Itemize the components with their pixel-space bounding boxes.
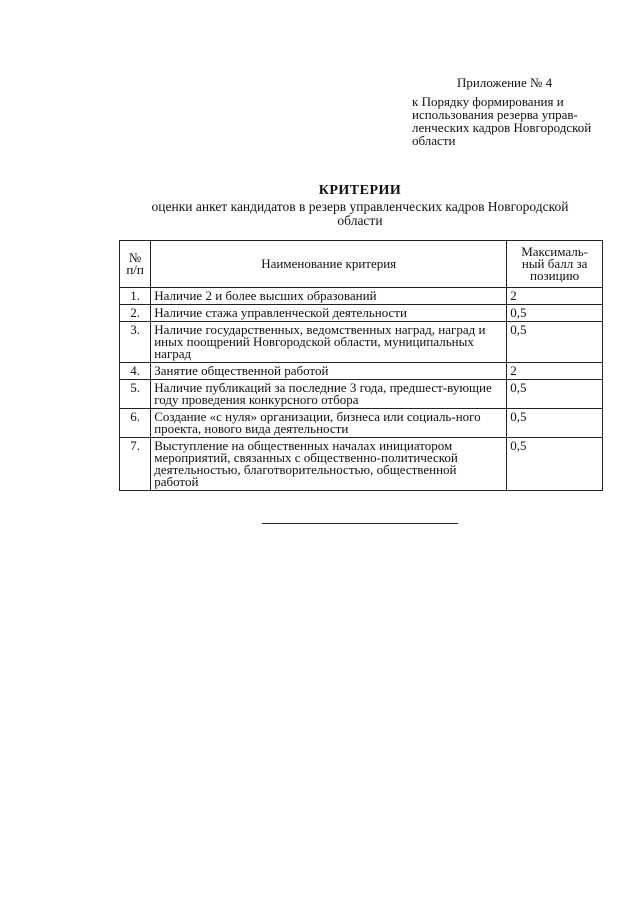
table-row	[120, 380, 603, 409]
appendix-text: к Порядку формирования и использования резерва управ-ленческих кадров Новгородской области	[412, 94, 592, 148]
table-header-row	[120, 241, 603, 288]
row-score: 0,5	[507, 438, 603, 491]
appendix-block	[412, 76, 612, 147]
row-name: Выступление на общественных началах инициатором мероприятий, связанных с общественно-политической деятельностью, благотворительностью, общественной работой	[151, 438, 507, 491]
header-num: № п/п	[120, 241, 151, 288]
header-score: Максималь-ный балл за позицию	[507, 241, 603, 288]
row-name: Наличие государственных, ведомственных наград, наград и иных поощрений Новгородской области, муниципальных наград	[151, 322, 507, 363]
table-row	[120, 288, 603, 305]
document-title: КРИТЕРИИ	[318, 183, 402, 198]
row-name: Наличие стажа управленческой деятельности	[151, 305, 507, 322]
row-num: 6.	[120, 409, 151, 438]
table-row	[120, 322, 603, 363]
closing-line	[262, 523, 458, 524]
table-row	[120, 438, 603, 491]
row-score: 0,5	[507, 409, 603, 438]
row-name: Наличие 2 и более высших образований	[151, 288, 507, 305]
appendix-number: Приложение № 4	[457, 75, 553, 90]
row-num: 4.	[120, 363, 151, 380]
row-num: 1.	[120, 288, 151, 305]
criteria-table	[119, 240, 603, 491]
row-name: Наличие публикаций за последние 3 года, предшест-вующие году проведения конкурсного отбора	[151, 380, 507, 409]
table-row	[120, 305, 603, 322]
row-num: 5.	[120, 380, 151, 409]
row-name: Занятие общественной работой	[151, 363, 507, 380]
row-name: Создание «с нуля» организации, бизнеса или социаль-ного проекта, нового вида деятельности	[151, 409, 507, 438]
row-num: 2.	[120, 305, 151, 322]
row-score: 0,5	[507, 380, 603, 409]
row-score: 0,5	[507, 305, 603, 322]
row-score: 0,5	[507, 322, 603, 363]
row-num: 7.	[120, 438, 151, 491]
table-row	[120, 363, 603, 380]
row-score: 2	[507, 363, 603, 380]
row-num: 3.	[120, 322, 151, 363]
document-subtitle: оценки анкет кандидатов в резерв управленческих кадров Новгородской области	[151, 199, 569, 228]
table-row	[120, 409, 603, 438]
header-name: Наименование критерия	[151, 241, 507, 288]
row-score: 2	[507, 288, 603, 305]
